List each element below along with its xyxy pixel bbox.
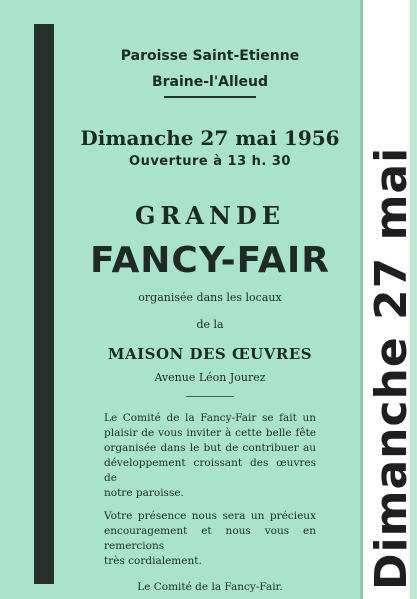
paragraph-line: notre paroisse. — [104, 487, 184, 499]
event-date: Dimanche 27 mai 1956 — [80, 126, 340, 150]
grande-heading: GRANDE — [134, 201, 286, 230]
vertical-date-text: Dimanche 27 mai — [366, 146, 417, 590]
city-name: Braine-l'Alleud — [151, 74, 269, 90]
paragraph-line: plaisir de vous inviter à cette belle fête — [104, 427, 316, 439]
de-la-text: de la — [196, 318, 224, 331]
paragraph-line: très cordialement. — [104, 555, 202, 567]
invitation-paragraph — [104, 411, 316, 501]
left-decorative-bar — [34, 24, 54, 584]
paragraph-line: organisée dans le but de contribuer au — [104, 442, 316, 454]
city-underline — [164, 96, 256, 98]
paragraph-line: Votre présence nous sera un précieux — [104, 510, 316, 522]
parish-name: Paroisse Saint-Etienne — [120, 48, 300, 64]
opening-time: Ouverture à 13 h. 30 — [129, 154, 291, 169]
venue-name: MAISON DES ŒUVRES — [107, 345, 313, 363]
venue-street: Avenue Léon Jourez — [154, 371, 266, 384]
flyer-content — [60, 48, 360, 593]
section-divider — [186, 396, 234, 397]
paragraph-line: Le Comité de la Fancy-Fair se fait un — [104, 412, 316, 424]
thanks-paragraph — [104, 509, 316, 569]
organized-text: organisée dans les locaux — [138, 291, 282, 304]
paragraph-line: développement croissant des œuvres de — [104, 457, 316, 484]
signature: Le Comité de la Fancy-Fair. — [137, 581, 283, 593]
event-title: FANCY-FAIR — [89, 240, 331, 281]
paragraph-line: encouragement et nous vous en remercions — [104, 525, 316, 552]
